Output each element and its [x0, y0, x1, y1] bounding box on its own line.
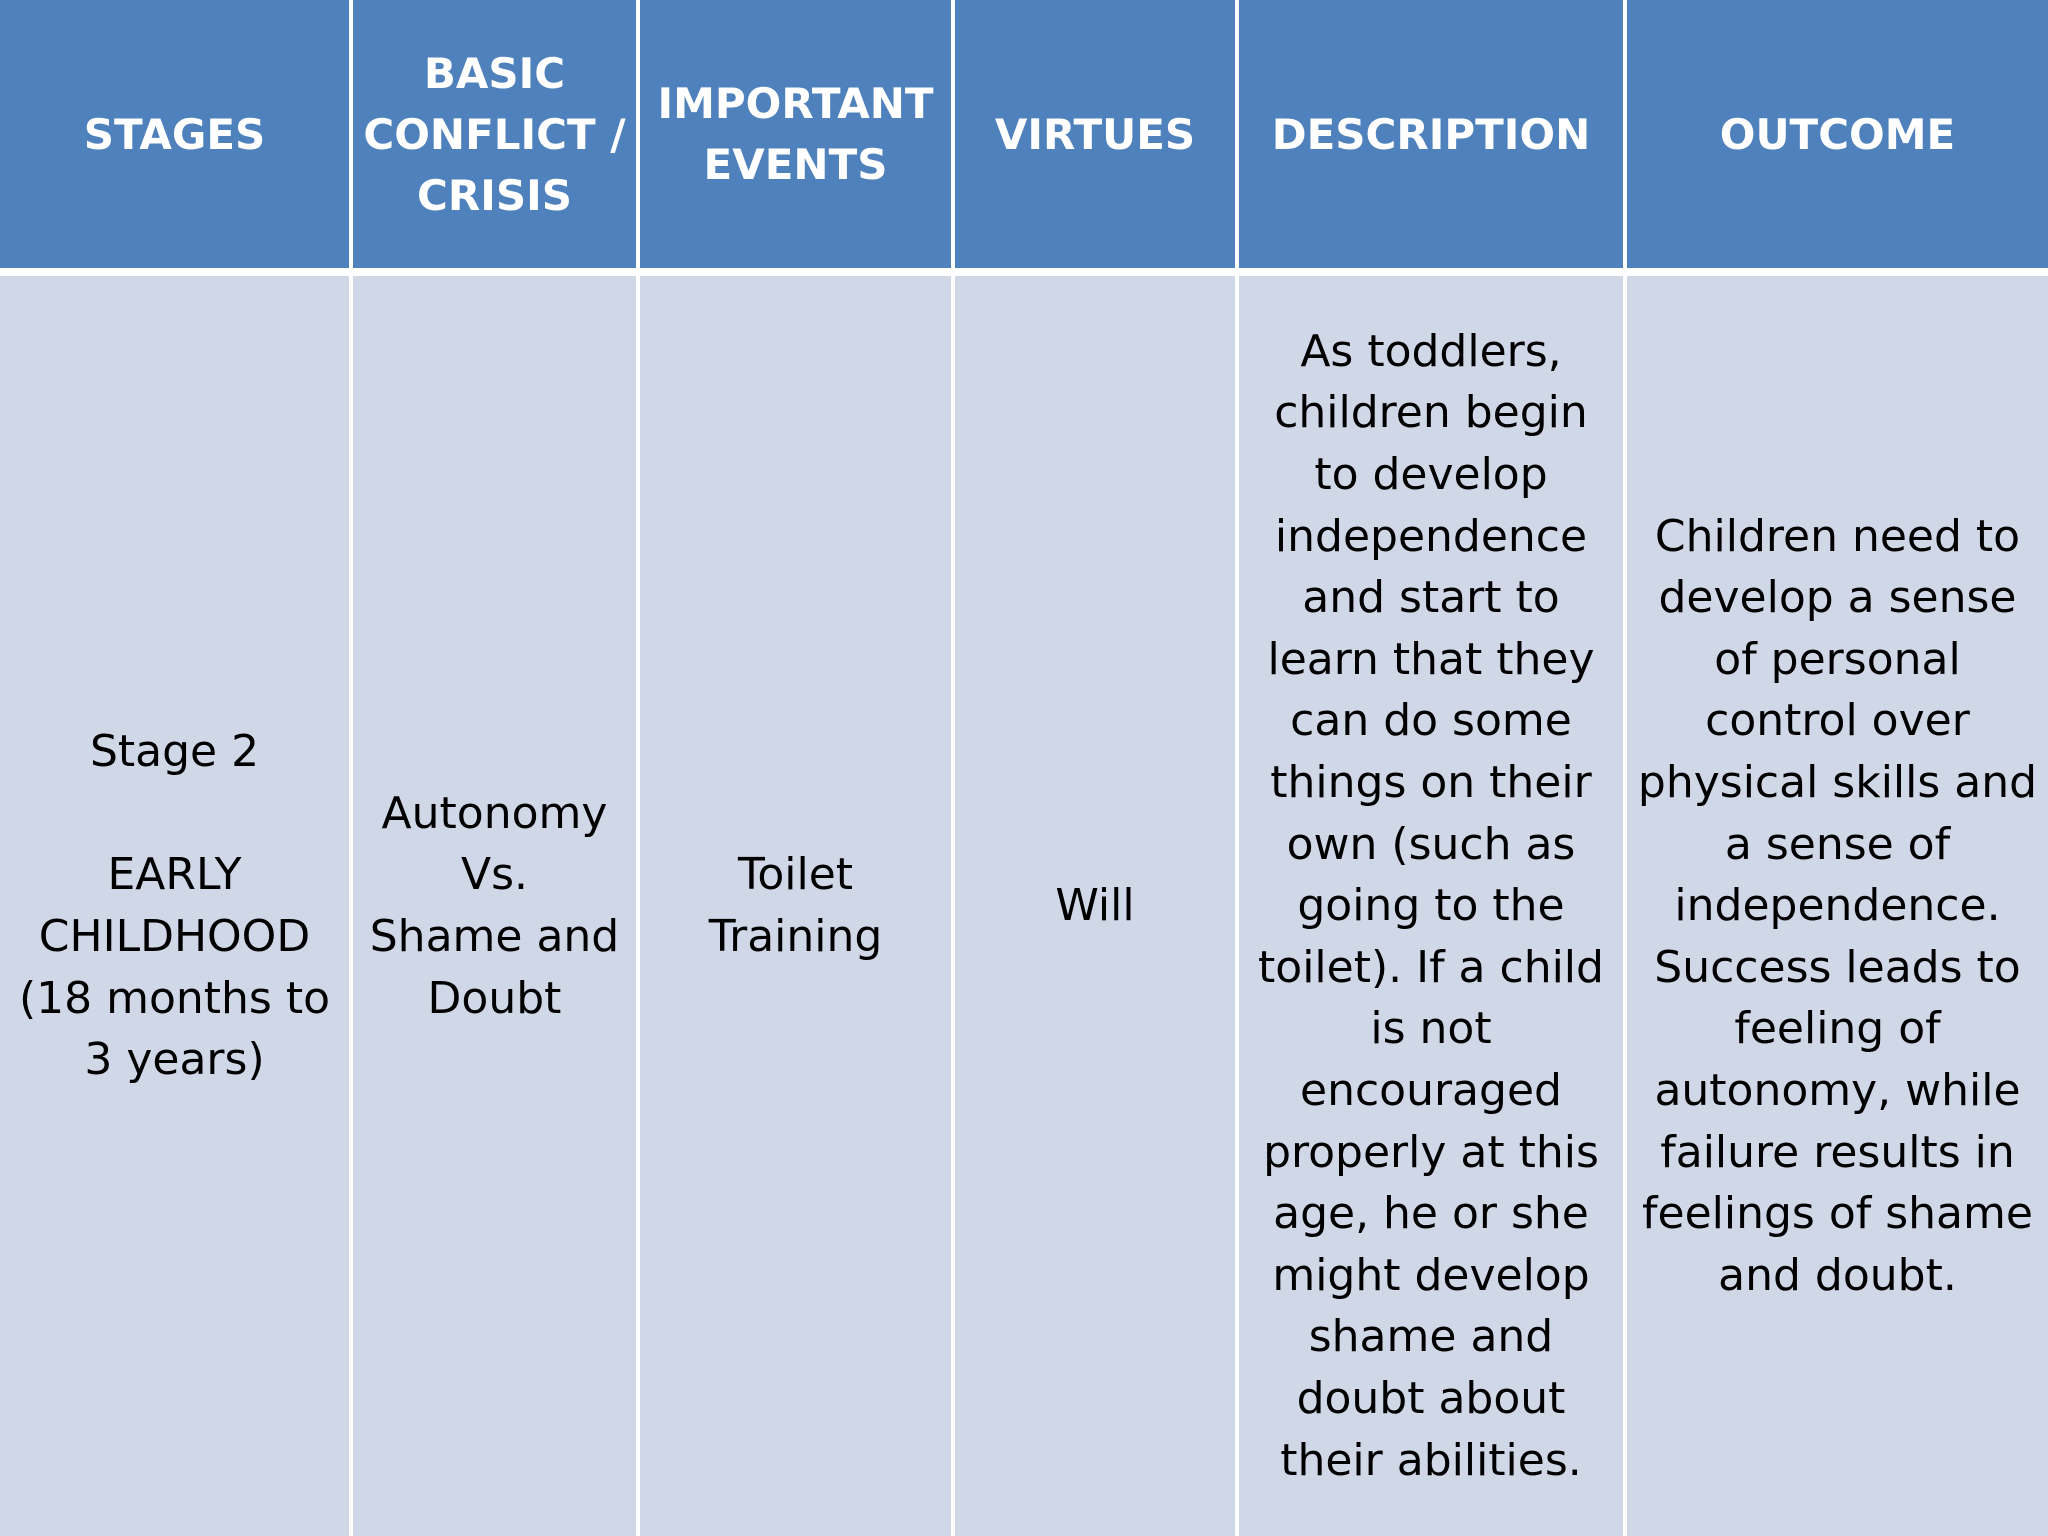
events-text: Toilet Training [708, 849, 883, 962]
cell-basic-conflict [353, 276, 636, 1536]
stage-text: Stage 2 EARLY CHILDHOOD (18 months to 3 years) [18, 726, 331, 1086]
header-stages [0, 0, 349, 268]
header-virtues-label: VIRTUES [994, 109, 1196, 159]
header-outcome [1627, 0, 2048, 268]
cell-description [1239, 276, 1623, 1536]
header-description [1239, 0, 1623, 268]
header-important-events-label: IMPORTANT EVENTS [657, 79, 934, 189]
cell-important-events [640, 276, 951, 1536]
table-header-row [0, 0, 2048, 268]
header-important-events [640, 0, 951, 268]
header-basic-conflict-label: BASIC CONFLICT / CRISIS [363, 48, 626, 220]
header-virtues [955, 0, 1235, 268]
conflict-text: Autonomy Vs. Shame and Doubt [369, 787, 620, 1024]
description-text: As toddlers, children begin to develop independence and start to learn that they can do some things on their own (such as going to the toilet). If a child is not encouraged properly at this age, he or she might develop shame and doubt about their abilities. [1258, 325, 1604, 1486]
header-basic-conflict [353, 0, 636, 268]
cell-stages [0, 276, 349, 1536]
cell-virtues [955, 276, 1235, 1536]
outcome-text: Children need to develop a sense of personal control over physical skills and a sense of independence. Success leads to feeling of autonomy, while failure results in feelings of shame and doubt. [1637, 510, 2038, 1301]
header-description-label: DESCRIPTION [1271, 109, 1591, 159]
header-outcome-label: OUTCOME [1719, 109, 1956, 159]
virtues-text: Will [1055, 880, 1135, 932]
cell-outcome [1627, 276, 2048, 1536]
table-row [0, 276, 2048, 1536]
header-stages-label: STAGES [83, 109, 266, 159]
